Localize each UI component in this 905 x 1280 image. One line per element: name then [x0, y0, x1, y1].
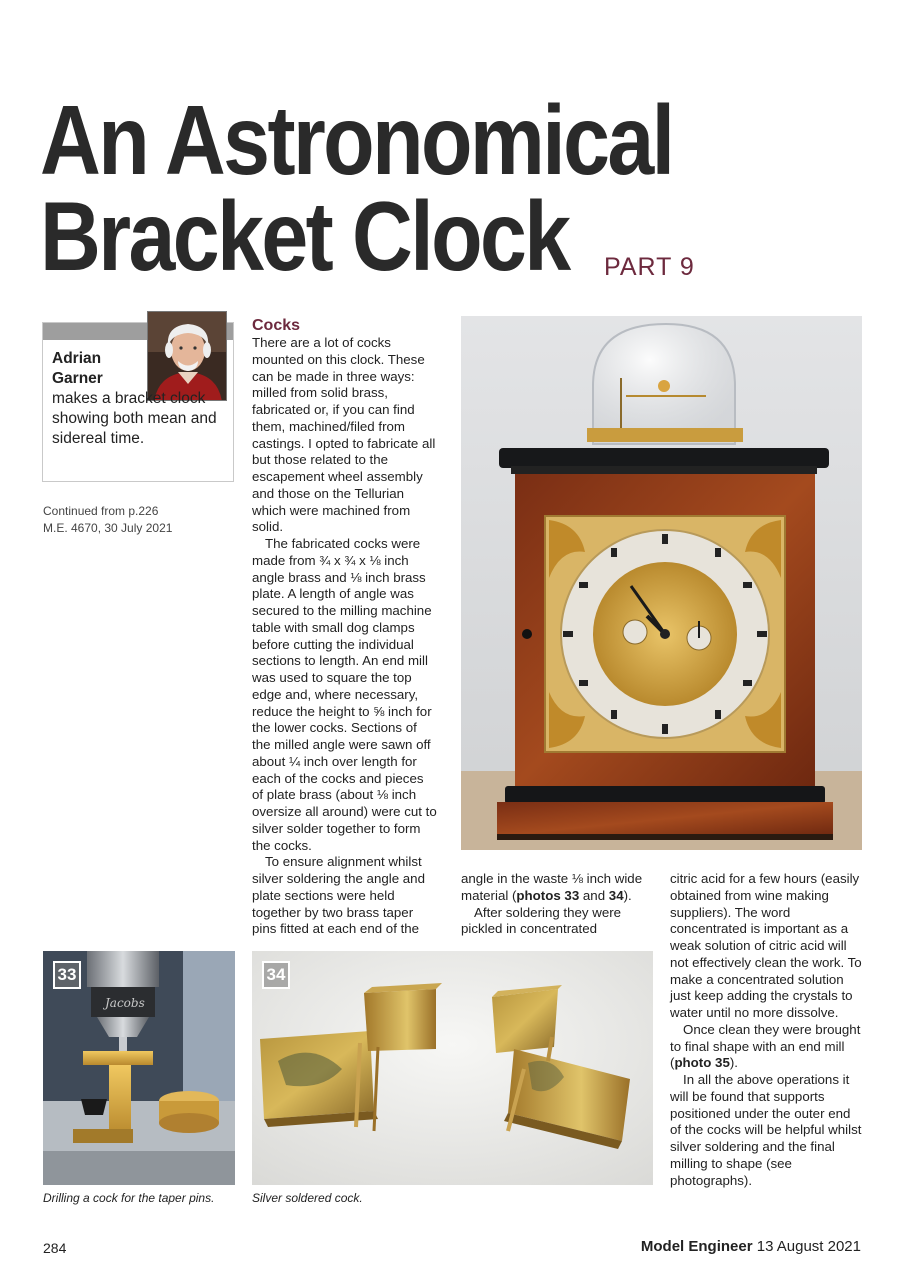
text-column-1 — [252, 316, 438, 938]
author-box — [42, 322, 234, 482]
continued-note — [43, 503, 172, 537]
footer-publication — [641, 1238, 861, 1255]
photo-34-caption: Silver soldered cock. — [252, 1191, 363, 1205]
author-intro — [52, 349, 224, 449]
paragraph — [461, 871, 656, 905]
photo-34 — [252, 951, 653, 1185]
author-blurb: makes a bracket clock showing both mean and sidereal time. — [52, 390, 217, 447]
paragraph: The fabricated cocks were made from ¾ x ¾ x ⅛ inch angle brass and ⅛ inch brass plate. A length of angle was secured to the milling machine table with small dog clamps before cutting the individual sections to length. An end mill was used to square the top edge and, where necessary, reduce the height to ⅝ inch for the lower cocks. Sections of the milled angle were sawn off about ¼ inch over length for each of the cocks and pieces of plate brass (about ⅛ inch oversize all around) were cut to silver solder together to form the cocks. — [252, 536, 437, 853]
photo-reference: 34 — [608, 887, 624, 903]
photo-33 — [43, 951, 235, 1185]
page-number: 284 — [43, 1240, 67, 1256]
text-run: and — [579, 887, 609, 903]
continued-line-2: M.E. 4670, 30 July 2021 — [43, 521, 173, 535]
photo-34-number: 34 — [262, 961, 290, 989]
photo-33-number: 33 — [53, 961, 81, 989]
chuck-brand-text: Jacobs — [105, 996, 145, 1010]
author-last-name: Garner — [52, 370, 103, 387]
magazine-name: Model Engineer — [640, 1238, 753, 1255]
paragraph: After soldering they were pickled in concentrated — [461, 904, 622, 937]
paragraph: In all the above operations it will be found that supports positioned under the outer end of the cocks will be helpful whilst silver soldering and the final milling to shape (see photographs). — [670, 1072, 862, 1188]
text-run: ). — [623, 887, 632, 903]
text-run: Once clean they were brought to final shape with an end mill ( — [670, 1021, 861, 1071]
section-heading: Cocks — [252, 317, 301, 334]
clock-photo — [461, 316, 862, 850]
title-line-1: An Astronomical — [40, 85, 673, 195]
author-first-name: Adrian — [52, 350, 102, 367]
paragraph — [670, 1022, 862, 1072]
photo-reference: photos 33 — [516, 887, 580, 903]
paragraph: To ensure alignment whilst silver soldering the angle and plate sections were held together by two brass taper pins fitted at each end of the — [252, 854, 425, 937]
paragraph: citric acid for a few hours (easily obtained from wine making suppliers). The word concentrated is important as a weak solution of citric acid will not effectively clean the work. To make a concentrated solution just keep adding the crystals to water until no more dissolve. — [670, 871, 862, 1020]
text-column-3 — [670, 871, 862, 1189]
text-column-2 — [461, 871, 656, 938]
issue-date: 13 August 2021 — [756, 1238, 861, 1255]
continued-line-1: Continued from p.226 — [43, 504, 159, 518]
photo-reference: photo 35 — [674, 1055, 730, 1071]
paragraph: There are a lot of cocks mounted on this clock. These can be made in three ways: milled from solid brass, fabricated or, if you can find them, machined/filed from castings. I opted to fabricate all but those related to the escapement wheel assembly and those on the Tellurian which were machined from solid. — [252, 335, 436, 535]
text-run: ). — [729, 1055, 738, 1071]
title-line-2: Bracket Clock — [40, 181, 569, 291]
part-label: PART 9 — [604, 253, 695, 281]
photo-33-caption: Drilling a cock for the taper pins. — [43, 1191, 215, 1205]
text-run: angle in the waste ⅛ inch wide material ( — [461, 871, 643, 903]
